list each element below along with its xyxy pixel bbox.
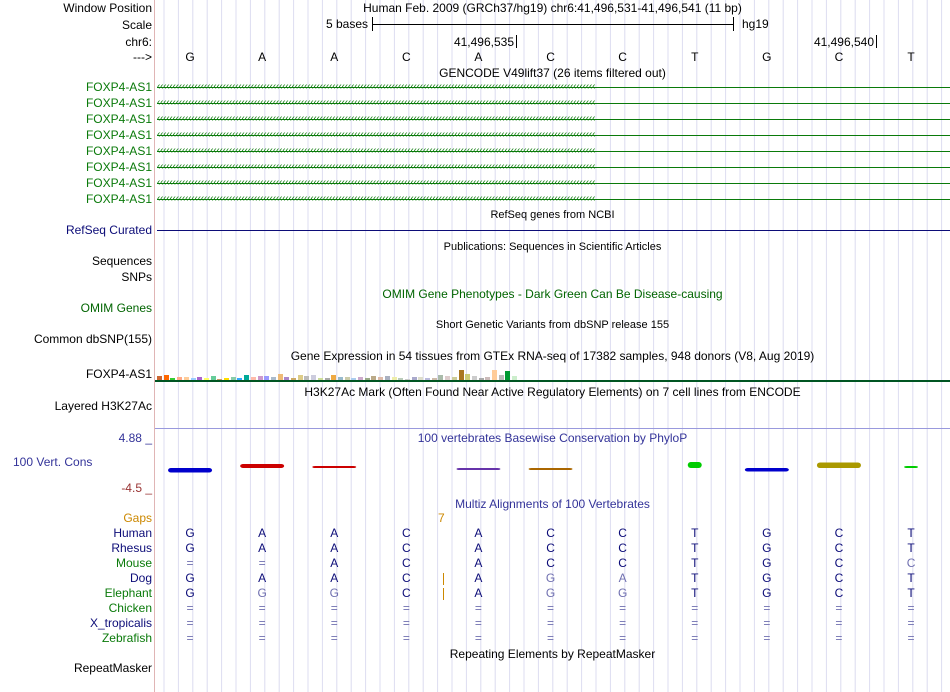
reference-base: A (330, 50, 339, 64)
multiz-base: = (763, 616, 771, 630)
scale-assembly: hg19 (742, 17, 769, 31)
multiz-base: = (619, 616, 627, 630)
multiz-base: A (474, 526, 483, 540)
multiz-base: C (546, 541, 555, 555)
multiz-species-label[interactable]: Zebrafish (101, 631, 152, 645)
multiz-base: A (258, 526, 267, 540)
multiz-base: C (402, 586, 411, 600)
coordinate-tick (516, 35, 517, 48)
multiz-base: = (186, 631, 194, 645)
scale-text: 5 bases (325, 17, 368, 31)
gtex-gene-line[interactable] (155, 380, 950, 382)
insertion-marker (443, 588, 444, 600)
gencode-transcript-label[interactable]: FOXP4-AS1 (85, 160, 152, 174)
refseq-track-title[interactable]: RefSeq genes from NCBI (490, 209, 615, 221)
multiz-base: C (618, 556, 627, 570)
repeatmasker-track-label[interactable]: RepeatMasker (73, 661, 152, 675)
multiz-base: T (907, 571, 915, 585)
multiz-base: G (185, 541, 195, 555)
multiz-base: = (907, 631, 915, 645)
multiz-base: = (835, 601, 843, 615)
h3k27ac-baseline (155, 428, 950, 429)
gencode-transcript-label[interactable]: FOXP4-AS1 (85, 176, 152, 190)
scale-bar (372, 24, 734, 25)
dbsnp-track-title[interactable]: Short Genetic Variants from dbSNP release 155 (435, 319, 670, 331)
multiz-base: C (402, 556, 411, 570)
multiz-base: C (834, 586, 844, 600)
reference-base: C (834, 50, 844, 64)
multiz-species-label[interactable]: Elephant (104, 586, 152, 600)
reference-base: G (185, 50, 195, 64)
multiz-base: C (906, 556, 916, 570)
strand-label: ---> (133, 50, 152, 64)
phylop-score-glyph (904, 466, 918, 468)
reference-base: T (691, 50, 699, 64)
phylop-score-glyph (240, 464, 284, 468)
gencode-transcript-label[interactable]: FOXP4-AS1 (85, 80, 152, 94)
multiz-base: G (185, 586, 195, 600)
reference-base: G (762, 50, 772, 64)
gencode-strand-arrows: ‹‹‹‹‹‹‹‹‹‹‹‹‹‹‹‹‹‹‹‹‹‹‹‹‹‹‹‹‹‹‹‹‹‹‹‹‹‹‹‹‹‹‹‹‹‹‹‹‹‹‹‹‹‹‹‹‹‹‹‹‹‹‹‹‹‹‹‹‹‹‹‹‹‹‹‹‹‹‹‹‹‹‹‹‹‹‹‹‹‹‹‹‹‹‹‹‹‹‹‹‹‹‹‹‹‹‹‹‹‹‹‹‹‹‹‹‹‹‹‹‹‹‹‹‹‹‹‹‹‹‹‹‹‹‹‹‹‹‹‹ (157, 145, 596, 156)
multiz-base: T (691, 526, 699, 540)
phylop-score-glyph (456, 468, 500, 470)
multiz-base: A (258, 571, 267, 585)
phylop-score-glyph (688, 462, 702, 468)
multiz-base: C (834, 556, 844, 570)
multiz-base: = (835, 616, 843, 630)
h3k27ac-track-label[interactable]: Layered H3K27Ac (54, 399, 152, 413)
multiz-base: = (186, 601, 194, 615)
gencode-strand-arrows: ‹‹‹‹‹‹‹‹‹‹‹‹‹‹‹‹‹‹‹‹‹‹‹‹‹‹‹‹‹‹‹‹‹‹‹‹‹‹‹‹‹‹‹‹‹‹‹‹‹‹‹‹‹‹‹‹‹‹‹‹‹‹‹‹‹‹‹‹‹‹‹‹‹‹‹‹‹‹‹‹‹‹‹‹‹‹‹‹‹‹‹‹‹‹‹‹‹‹‹‹‹‹‹‹‹‹‹‹‹‹‹‹‹‹‹‹‹‹‹‹‹‹‹‹‹‹‹‹‹‹‹‹‹‹‹‹‹‹‹‹ (157, 81, 596, 92)
multiz-base: A (474, 571, 483, 585)
multiz-base: A (618, 571, 627, 585)
gtex-tissue-bar[interactable] (505, 371, 510, 380)
gencode-strand-arrows: ‹‹‹‹‹‹‹‹‹‹‹‹‹‹‹‹‹‹‹‹‹‹‹‹‹‹‹‹‹‹‹‹‹‹‹‹‹‹‹‹‹‹‹‹‹‹‹‹‹‹‹‹‹‹‹‹‹‹‹‹‹‹‹‹‹‹‹‹‹‹‹‹‹‹‹‹‹‹‹‹‹‹‹‹‹‹‹‹‹‹‹‹‹‹‹‹‹‹‹‹‹‹‹‹‹‹‹‹‹‹‹‹‹‹‹‹‹‹‹‹‹‹‹‹‹‹‹‹‹‹‹‹‹‹‹‹‹‹‹‹ (157, 113, 596, 124)
phylop-track-title[interactable]: 100 vertebrates Basewise Conservation by PhyloP (417, 431, 688, 445)
phylop-min-label: -4.5 _ (121, 481, 152, 495)
multiz-base: = (835, 631, 843, 645)
gencode-transcript-label[interactable]: FOXP4-AS1 (85, 128, 152, 142)
multiz-base: A (330, 571, 339, 585)
multiz-base: = (691, 601, 699, 615)
multiz-base: G (617, 586, 628, 600)
gencode-strand-arrows: ‹‹‹‹‹‹‹‹‹‹‹‹‹‹‹‹‹‹‹‹‹‹‹‹‹‹‹‹‹‹‹‹‹‹‹‹‹‹‹‹‹‹‹‹‹‹‹‹‹‹‹‹‹‹‹‹‹‹‹‹‹‹‹‹‹‹‹‹‹‹‹‹‹‹‹‹‹‹‹‹‹‹‹‹‹‹‹‹‹‹‹‹‹‹‹‹‹‹‹‹‹‹‹‹‹‹‹‹‹‹‹‹‹‹‹‹‹‹‹‹‹‹‹‹‹‹‹‹‹‹‹‹‹‹‹‹‹‹‹‹ (157, 161, 596, 172)
multiz-base: = (402, 616, 410, 630)
gaps-value: 7 (438, 511, 445, 525)
multiz-base: T (691, 571, 699, 585)
multiz-base: T (691, 586, 699, 600)
multiz-base: C (546, 556, 555, 570)
multiz-base: C (618, 526, 627, 540)
multiz-base: = (330, 616, 338, 630)
multiz-base: G (329, 586, 339, 600)
multiz-base: G (185, 526, 195, 540)
multiz-base: = (258, 556, 266, 570)
multiz-base: A (474, 556, 483, 570)
multiz-base: = (330, 601, 338, 615)
multiz-base: C (402, 526, 411, 540)
gencode-transcript-label[interactable]: FOXP4-AS1 (85, 144, 152, 158)
multiz-base: = (258, 631, 266, 645)
window-position-value: Human Feb. 2009 (GRCh37/hg19) chr6:41,496,531-41,496,541 (11 bp) (363, 1, 742, 15)
gencode-strand-arrows: ‹‹‹‹‹‹‹‹‹‹‹‹‹‹‹‹‹‹‹‹‹‹‹‹‹‹‹‹‹‹‹‹‹‹‹‹‹‹‹‹‹‹‹‹‹‹‹‹‹‹‹‹‹‹‹‹‹‹‹‹‹‹‹‹‹‹‹‹‹‹‹‹‹‹‹‹‹‹‹‹‹‹‹‹‹‹‹‹‹‹‹‹‹‹‹‹‹‹‹‹‹‹‹‹‹‹‹‹‹‹‹‹‹‹‹‹‹‹‹‹‹‹‹‹‹‹‹‹‹‹‹‹‹‹‹‹‹‹‹‹ (157, 177, 596, 188)
phylop-conservation-plot[interactable] (0, 455, 950, 480)
multiz-base: = (907, 601, 915, 615)
refseq-gene-line[interactable] (157, 230, 950, 231)
multiz-species-label[interactable]: Chicken (108, 601, 152, 615)
publications-track-title[interactable]: Publications: Sequences in Scientific Articles (443, 241, 662, 253)
gtex-tissue-bar[interactable] (492, 370, 497, 380)
coordinate-label: 41,496,535 (453, 35, 514, 49)
multiz-base: G (762, 541, 772, 555)
multiz-base: = (258, 616, 266, 630)
scale-bar-left-tick (372, 17, 373, 31)
multiz-base: = (258, 601, 266, 615)
multiz-base: A (330, 541, 339, 555)
gaps-label: Gaps (123, 511, 152, 525)
multiz-base: G (545, 586, 556, 600)
sequences-track-label[interactable]: Sequences (91, 254, 152, 268)
omim-track-title[interactable]: OMIM Gene Phenotypes - Dark Green Can Be Disease-causing (382, 287, 723, 301)
phylop-score-glyph (745, 468, 789, 472)
multiz-base: G (545, 571, 556, 585)
multiz-base: G (762, 526, 772, 540)
multiz-base: T (691, 556, 699, 570)
multiz-base: = (330, 631, 338, 645)
multiz-base: = (763, 601, 771, 615)
multiz-base: = (907, 616, 915, 630)
multiz-base: A (330, 526, 339, 540)
multiz-base: = (691, 631, 699, 645)
multiz-base: = (547, 631, 555, 645)
dbsnp-track-label[interactable]: Common dbSNP(155) (33, 332, 152, 346)
multiz-base: T (907, 526, 915, 540)
multiz-species-label[interactable]: X_tropicalis (89, 616, 152, 630)
phylop-score-glyph (529, 468, 573, 470)
multiz-base: G (762, 556, 772, 570)
reference-base: C (402, 50, 411, 64)
h3k27ac-track-title[interactable]: H3K27Ac Mark (Often Found Near Active Regulatory Elements) on 7 cell lines from ENCODE (304, 385, 801, 399)
window-position-label: Window Position (63, 1, 152, 15)
multiz-base: G (762, 586, 772, 600)
label-column-divider (154, 0, 155, 692)
reference-base: C (618, 50, 627, 64)
reference-base: A (258, 50, 267, 64)
gencode-strand-arrows: ‹‹‹‹‹‹‹‹‹‹‹‹‹‹‹‹‹‹‹‹‹‹‹‹‹‹‹‹‹‹‹‹‹‹‹‹‹‹‹‹‹‹‹‹‹‹‹‹‹‹‹‹‹‹‹‹‹‹‹‹‹‹‹‹‹‹‹‹‹‹‹‹‹‹‹‹‹‹‹‹‹‹‹‹‹‹‹‹‹‹‹‹‹‹‹‹‹‹‹‹‹‹‹‹‹‹‹‹‹‹‹‹‹‹‹‹‹‹‹‹‹‹‹‹‹‹‹‹‹‹‹‹‹‹‹‹‹‹‹‹ (157, 97, 596, 108)
multiz-base: = (474, 601, 482, 615)
multiz-base: = (186, 556, 194, 570)
multiz-base: C (402, 541, 411, 555)
snps-track-label[interactable]: SNPs (121, 270, 152, 284)
multiz-species-label[interactable]: Human (113, 526, 152, 540)
multiz-base: = (402, 601, 410, 615)
gtex-tissue-bar[interactable] (459, 370, 464, 380)
multiz-base: = (619, 631, 627, 645)
gencode-transcript-label[interactable]: FOXP4-AS1 (85, 96, 152, 110)
gencode-strand-arrows: ‹‹‹‹‹‹‹‹‹‹‹‹‹‹‹‹‹‹‹‹‹‹‹‹‹‹‹‹‹‹‹‹‹‹‹‹‹‹‹‹‹‹‹‹‹‹‹‹‹‹‹‹‹‹‹‹‹‹‹‹‹‹‹‹‹‹‹‹‹‹‹‹‹‹‹‹‹‹‹‹‹‹‹‹‹‹‹‹‹‹‹‹‹‹‹‹‹‹‹‹‹‹‹‹‹‹‹‹‹‹‹‹‹‹‹‹‹‹‹‹‹‹‹‹‹‹‹‹‹‹‹‹‹‹‹‹‹‹‹‹ (157, 193, 596, 204)
multiz-base: A (330, 556, 339, 570)
multiz-base: T (907, 586, 915, 600)
reference-base: T (907, 50, 915, 64)
multiz-base: C (834, 526, 844, 540)
multiz-base: A (258, 541, 267, 555)
gencode-transcript-label[interactable]: FOXP4-AS1 (85, 112, 152, 126)
multiz-species-label[interactable]: Mouse (115, 556, 152, 570)
multiz-base: C (834, 541, 844, 555)
phylop-score-glyph (312, 466, 356, 468)
insertion-marker (443, 573, 444, 585)
multiz-base: = (763, 631, 771, 645)
multiz-track-title[interactable]: Multiz Alignments of 100 Vertebrates (455, 497, 650, 511)
multiz-base: = (547, 616, 555, 630)
multiz-base: = (402, 631, 410, 645)
scale-bar-right-tick (733, 17, 734, 31)
phylop-track-label[interactable]: 100 Vert. Cons (13, 455, 93, 469)
multiz-species-label[interactable]: Rhesus (111, 541, 152, 555)
multiz-base: C (546, 526, 555, 540)
gencode-track-title[interactable]: GENCODE V49lift37 (26 items filtered out) (439, 66, 666, 80)
coordinate-tick (876, 35, 877, 48)
multiz-base: = (186, 616, 194, 630)
phylop-score-glyph (817, 463, 861, 469)
omim-track-label[interactable]: OMIM Genes (80, 301, 152, 315)
multiz-species-label[interactable]: Dog (129, 571, 152, 585)
gtex-track-title[interactable]: Gene Expression in 54 tissues from GTEx RNA-seq of 17382 samples, 948 donors (V8, Aug 2019) (290, 349, 815, 363)
scale-label: Scale (121, 18, 152, 32)
multiz-base: = (547, 601, 555, 615)
multiz-base: G (257, 586, 267, 600)
phylop-score-glyph (168, 468, 212, 473)
multiz-base: C (618, 541, 627, 555)
refseq-track-label[interactable]: RefSeq Curated (65, 223, 152, 237)
multiz-base: C (834, 571, 844, 585)
multiz-base: T (907, 541, 915, 555)
repeatmasker-track-title[interactable]: Repeating Elements by RepeatMasker (449, 647, 656, 661)
chrom-label: chr6: (125, 35, 152, 49)
multiz-base: = (474, 616, 482, 630)
multiz-base: C (402, 571, 411, 585)
gtex-track-label[interactable]: FOXP4-AS1 (85, 367, 152, 381)
multiz-base: = (691, 616, 699, 630)
gencode-strand-arrows: ‹‹‹‹‹‹‹‹‹‹‹‹‹‹‹‹‹‹‹‹‹‹‹‹‹‹‹‹‹‹‹‹‹‹‹‹‹‹‹‹‹‹‹‹‹‹‹‹‹‹‹‹‹‹‹‹‹‹‹‹‹‹‹‹‹‹‹‹‹‹‹‹‹‹‹‹‹‹‹‹‹‹‹‹‹‹‹‹‹‹‹‹‹‹‹‹‹‹‹‹‹‹‹‹‹‹‹‹‹‹‹‹‹‹‹‹‹‹‹‹‹‹‹‹‹‹‹‹‹‹‹‹‹‹‹‹‹‹‹‹ (157, 129, 596, 140)
phylop-max-label: 4.88 _ (118, 431, 152, 445)
multiz-base: G (185, 571, 195, 585)
multiz-base: A (474, 586, 483, 600)
multiz-base: A (474, 541, 483, 555)
multiz-base: G (762, 571, 772, 585)
reference-base: A (474, 50, 483, 64)
reference-base: C (546, 50, 555, 64)
multiz-base: T (691, 541, 699, 555)
coordinate-label: 41,496,540 (813, 35, 874, 49)
multiz-base: = (474, 631, 482, 645)
gencode-transcript-label[interactable]: FOXP4-AS1 (85, 192, 152, 206)
multiz-base: = (619, 601, 627, 615)
